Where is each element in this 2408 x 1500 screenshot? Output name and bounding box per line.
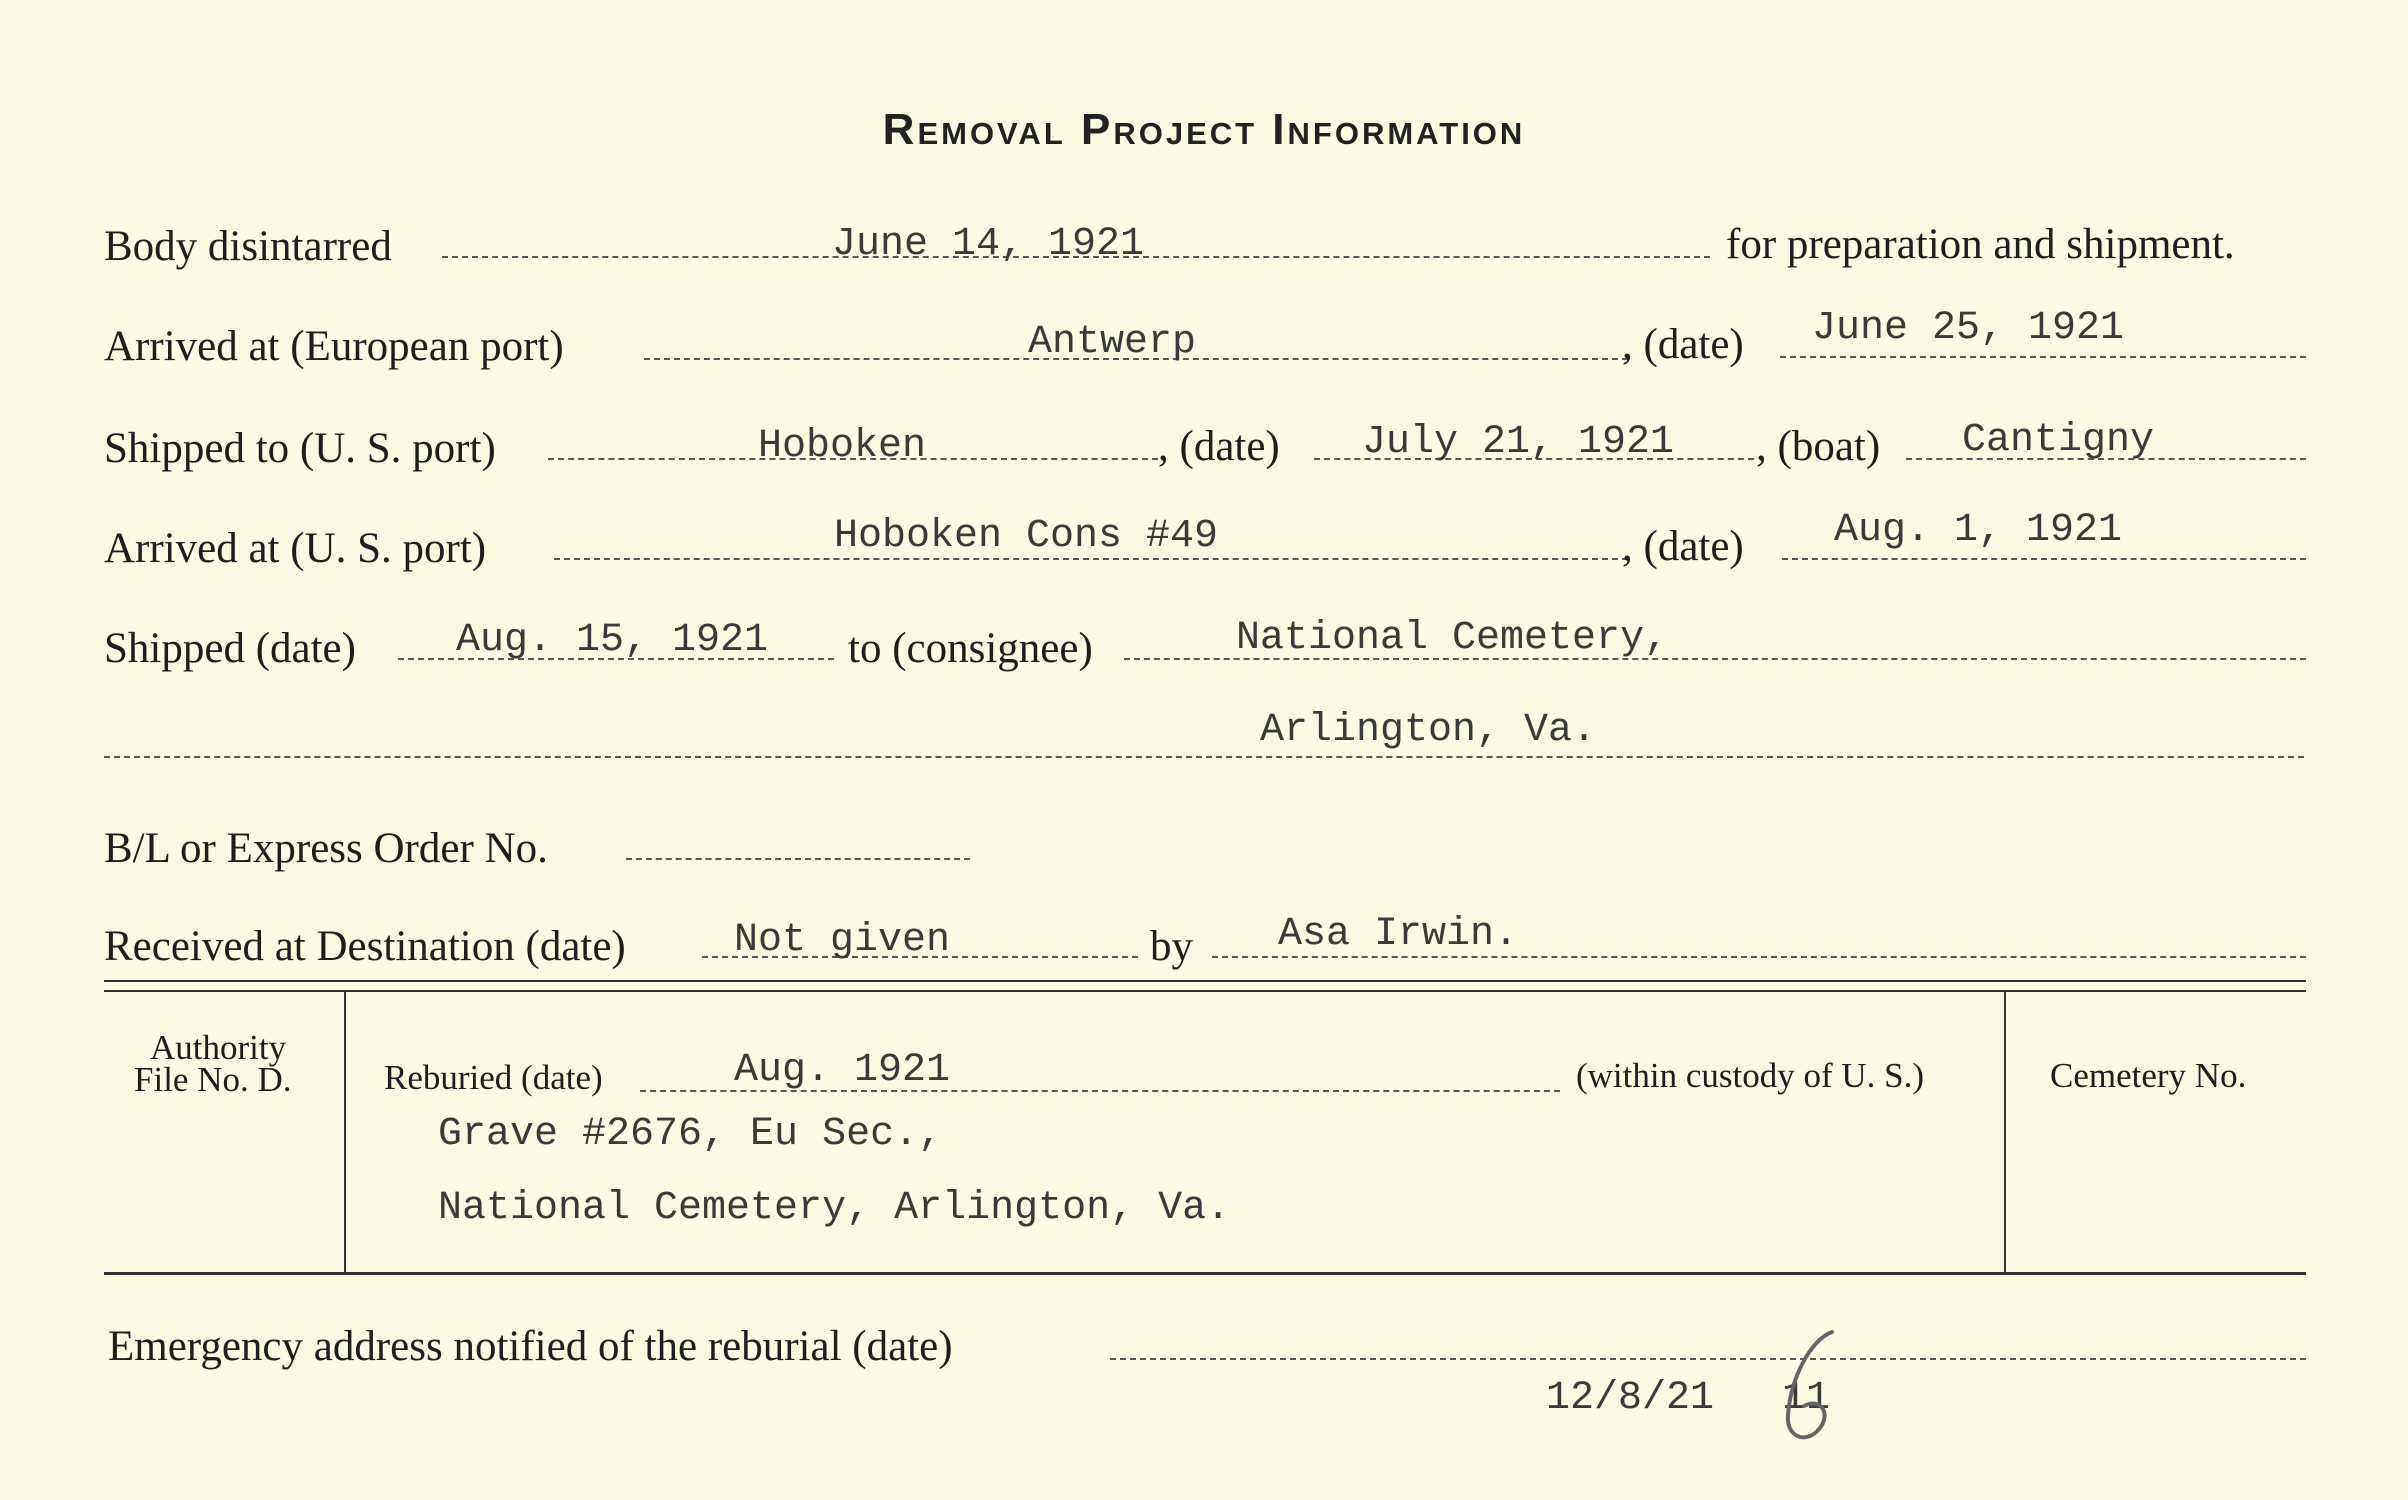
emergency-initials: 11 bbox=[1782, 1376, 1831, 1421]
box-top-rule-1 bbox=[104, 980, 2306, 982]
european-port-date-line bbox=[1780, 356, 2306, 358]
consignee-value-line1: National Cemetery, bbox=[1236, 616, 1669, 661]
box-bottom-rule bbox=[104, 1272, 2306, 1275]
handwritten-mark-icon bbox=[1770, 1320, 1850, 1450]
body-disinterred-value: June 14, 1921 bbox=[832, 222, 1145, 267]
emergency-address-date: 12/8/21 bbox=[1546, 1376, 1715, 1421]
grave-line2: National Cemetery, Arlington, Va. bbox=[438, 1186, 1231, 1231]
authority-label-line2: File No. D. bbox=[134, 1060, 292, 1099]
received-by-value: Asa Irwin. bbox=[1278, 912, 1519, 957]
grave-line1: Grave #2676, Eu Sec., bbox=[438, 1112, 943, 1157]
emergency-address-label: Emergency address notified of the reburial (date) bbox=[108, 1323, 953, 1370]
received-destination-label: Received at Destination (date) bbox=[104, 923, 626, 970]
shipped-date-value: Aug. 15, 1921 bbox=[456, 618, 769, 663]
us-port-shipped-date-label: , (date) bbox=[1158, 423, 1280, 470]
authority-label-line1: Authority bbox=[150, 1028, 287, 1067]
received-destination-value: Not given bbox=[734, 918, 951, 963]
cemetery-no-label: Cemetery No. bbox=[2050, 1056, 2247, 1095]
european-port-label: Arrived at (European port) bbox=[104, 323, 564, 370]
us-port-shipped-label: Shipped to (U. S. port) bbox=[104, 425, 496, 472]
european-port-date-value: June 25, 1921 bbox=[1812, 306, 2125, 351]
consignee-value-line2: Arlington, Va. bbox=[1260, 708, 1597, 753]
european-port-date-label: , (date) bbox=[1622, 321, 1744, 368]
form-title: Removal Project Information bbox=[882, 105, 1526, 154]
received-by-label: by bbox=[1150, 923, 1193, 970]
preparation-shipment-text: for preparation and shipment. bbox=[1726, 221, 2235, 268]
us-port-arrived-value: Hoboken Cons #49 bbox=[834, 514, 1219, 559]
emergency-address-line bbox=[1110, 1358, 2306, 1360]
box-divider-right bbox=[2004, 992, 2006, 1272]
boat-label: , (boat) bbox=[1756, 423, 1881, 470]
european-port-value: Antwerp bbox=[1028, 320, 1197, 365]
box-top-rule-2 bbox=[104, 990, 2306, 992]
us-port-arrived-date-label: , (date) bbox=[1622, 523, 1744, 570]
consignee-label: to (consignee) bbox=[848, 625, 1093, 672]
bl-express-order-label: B/L or Express Order No. bbox=[104, 825, 548, 872]
us-port-arrived-label: Arrived at (U. S. port) bbox=[104, 525, 487, 572]
boat-value: Cantigny bbox=[1962, 418, 2155, 463]
us-port-shipped-value: Hoboken bbox=[758, 424, 927, 469]
reburied-date-value: Aug. 1921 bbox=[734, 1048, 951, 1093]
body-disinterred-label: Body disintarred bbox=[104, 223, 392, 270]
shipped-date-label: Shipped (date) bbox=[104, 625, 356, 672]
us-port-arrived-date-line bbox=[1782, 558, 2306, 560]
consignee-continuation-line bbox=[104, 756, 2304, 758]
box-divider-left bbox=[344, 992, 346, 1272]
us-port-shipped-date-value: July 21, 1921 bbox=[1362, 420, 1675, 465]
reburied-date-label: Reburied (date) bbox=[384, 1058, 603, 1097]
bl-express-order-line bbox=[626, 858, 970, 860]
us-port-arrived-date-value: Aug. 1, 1921 bbox=[1834, 508, 2123, 553]
custody-text: (within custody of U. S.) bbox=[1576, 1056, 1925, 1095]
